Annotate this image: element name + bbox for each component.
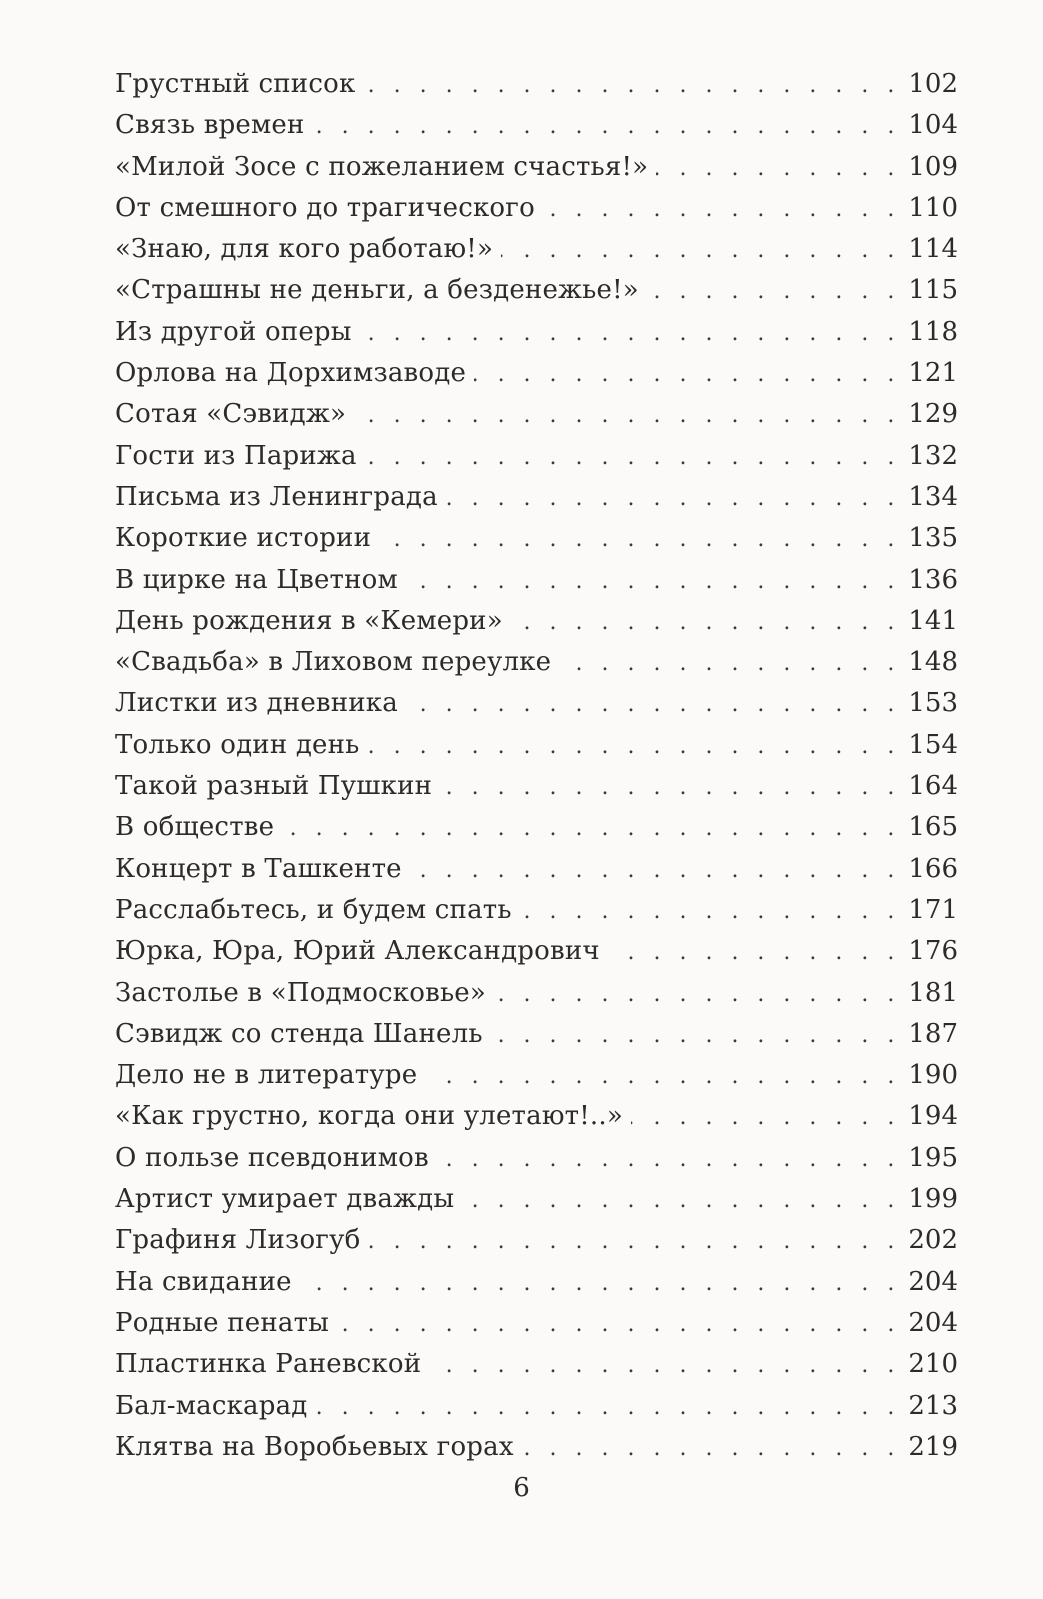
toc-entry	[115, 1427, 958, 1468]
toc-entry-page: 202	[908, 1225, 958, 1256]
dot-leader	[425, 1056, 900, 1097]
toc-entry-page: 166	[908, 853, 958, 884]
toc-entry-page: 121	[908, 358, 958, 389]
toc-entry-page: 132	[908, 440, 958, 471]
toc-entry	[115, 64, 958, 105]
dot-leader	[429, 1345, 900, 1386]
toc-entry-page: 210	[908, 1349, 958, 1380]
toc-entry-title: Такой разный Пушкин	[115, 771, 433, 802]
dot-leader	[559, 643, 900, 684]
toc-entry-title: Из другой оперы	[115, 316, 352, 347]
dot-leader	[360, 313, 901, 354]
toc-entry-title: «Милой Зосе с пожеланием счастья!»	[115, 151, 649, 182]
toc-entry-page: 199	[908, 1184, 958, 1215]
dot-leader	[365, 437, 901, 478]
dot-leader	[494, 974, 900, 1015]
toc-entry-page: 204	[908, 1307, 958, 1338]
toc-entry	[115, 766, 958, 807]
dot-leader	[363, 65, 900, 106]
dot-leader	[368, 726, 901, 767]
toc-entry	[115, 1386, 958, 1427]
toc-entry-title: Листки из дневника	[115, 688, 398, 719]
toc-entry-page: 134	[908, 481, 958, 512]
toc-entry-page: 165	[908, 812, 958, 843]
toc-entry	[115, 931, 958, 972]
toc-entry-page: 171	[908, 894, 958, 925]
toc-entry-page: 136	[908, 564, 958, 595]
toc-entry-title: О пользе псевдонимов	[115, 1142, 429, 1173]
page-number: 6	[513, 1473, 530, 1503]
toc-entry	[115, 270, 958, 311]
toc-entry-title: Застолье в «Подмосковье»	[115, 977, 486, 1008]
toc-entry-page: 129	[908, 399, 958, 430]
dot-leader	[656, 148, 900, 189]
toc-entry-page: 109	[908, 151, 958, 182]
dot-leader	[522, 1428, 901, 1469]
dot-leader	[282, 808, 900, 849]
dot-leader	[608, 932, 901, 973]
dot-leader	[543, 189, 900, 230]
toc-entry-title: Сотая «Сэвидж»	[115, 399, 347, 430]
toc-entry-title: В обществе	[115, 812, 275, 843]
toc-entry-title: Короткие истории	[115, 523, 372, 554]
toc-entry-page: 154	[908, 729, 958, 760]
toc-entry-title: Клятва на Воробьевых горах	[115, 1431, 514, 1462]
toc-entry	[115, 601, 958, 642]
toc-entry	[115, 642, 958, 683]
toc-entry-title: На свидание	[115, 1266, 292, 1297]
toc-entry	[115, 477, 958, 518]
toc-entry-title: Пластинка Раневской	[115, 1349, 422, 1380]
toc-entry-title: Артист умирает дважды	[115, 1184, 455, 1215]
toc-entry	[115, 725, 958, 766]
toc-entry	[115, 1055, 958, 1096]
toc-entry	[115, 560, 958, 601]
toc-entry-title: «Знаю, для кого работаю!»	[115, 234, 494, 265]
dot-leader	[491, 1015, 901, 1056]
toc-entry-title: Графиня Лизогуб	[115, 1225, 361, 1256]
toc-entry-page: 213	[908, 1390, 958, 1421]
toc-entry-title: Грустный список	[115, 69, 356, 99]
dot-leader	[462, 1180, 900, 1221]
toc-entry	[115, 1262, 958, 1303]
toc-entry-page: 118	[908, 316, 958, 347]
toc-entry	[115, 353, 958, 394]
dot-leader	[511, 602, 901, 643]
toc-entry-title: В цирке на Цветном	[115, 564, 398, 595]
toc-entry-page: 164	[908, 771, 958, 802]
toc-entry-page: 195	[908, 1142, 958, 1173]
toc-entry	[115, 1303, 958, 1344]
toc-entry-page: 153	[908, 688, 958, 719]
toc-entry-title: «Страшны не деньги, а безденежье!»	[115, 275, 639, 306]
toc-entry-page: 190	[908, 1060, 958, 1091]
toc-entry-title: Гости из Парижа	[115, 440, 357, 471]
toc-entry	[115, 518, 958, 559]
toc-entry-page: 141	[908, 605, 958, 636]
dot-leader	[520, 891, 901, 932]
toc-entry-page: 114	[908, 234, 958, 265]
dot-leader	[647, 271, 901, 312]
toc-entry-title: Юрка, Юра, Юрий Александрович	[115, 936, 600, 967]
dot-leader	[406, 684, 900, 725]
table-of-contents	[115, 64, 958, 1468]
dot-leader	[354, 395, 900, 436]
dot-leader	[437, 1139, 901, 1180]
toc-entry-title: От смешного до трагического	[115, 192, 535, 223]
toc-entry	[115, 105, 958, 146]
toc-entry	[115, 1096, 958, 1137]
toc-entry-title: Сэвидж со стенда Шанель	[115, 1018, 483, 1049]
toc-entry-title: Письма из Ленинграда	[115, 481, 438, 512]
dot-leader	[316, 1387, 901, 1428]
dot-leader	[379, 519, 900, 560]
dot-leader	[631, 1097, 900, 1138]
toc-entry	[115, 1138, 958, 1179]
toc-entry	[115, 312, 958, 353]
toc-entry	[115, 394, 958, 435]
toc-entry	[115, 1179, 958, 1220]
toc-entry-title: Расслабьтесь, и будем спать	[115, 894, 512, 925]
toc-entry	[115, 973, 958, 1014]
dot-leader	[446, 478, 901, 519]
toc-entry-title: День рождения в «Кемери»	[115, 605, 503, 636]
toc-entry-page: 115	[908, 275, 958, 306]
dot-leader	[474, 354, 900, 395]
toc-entry-page: 187	[908, 1018, 958, 1049]
toc-entry	[115, 849, 958, 890]
toc-entry-title: Родные пенаты	[115, 1307, 330, 1338]
dot-leader	[410, 850, 901, 891]
toc-entry-page: 148	[908, 647, 958, 678]
toc-entry	[115, 229, 958, 270]
toc-entry-page: 102	[908, 69, 958, 99]
toc-entry	[115, 683, 958, 724]
dot-leader	[300, 1263, 901, 1304]
toc-entry	[115, 1220, 958, 1261]
toc-entry	[115, 807, 958, 848]
toc-entry	[115, 890, 958, 931]
toc-entry-page: 204	[908, 1266, 958, 1297]
toc-entry-page: 135	[908, 523, 958, 554]
toc-entry-title: Дело не в литературе	[115, 1060, 418, 1091]
toc-entry-page: 194	[908, 1101, 958, 1132]
toc-entry-page: 176	[908, 936, 958, 967]
toc-entry-title: «Как грустно, когда они улетают!..»	[115, 1101, 623, 1132]
toc-entry-title: Связь времен	[115, 110, 305, 141]
dot-leader	[406, 561, 900, 602]
toc-entry-title: Только один день	[115, 729, 360, 760]
toc-entry-title: Орлова на Дорхимзаводе	[115, 358, 467, 389]
toc-entry-page: 110	[908, 192, 958, 223]
toc-entry-page: 104	[908, 110, 958, 141]
toc-entry-title: Концерт в Ташкенте	[115, 853, 402, 884]
dot-leader	[440, 767, 900, 808]
dot-leader	[501, 230, 900, 271]
toc-entry	[115, 188, 958, 229]
toc-entry-page: 181	[908, 977, 958, 1008]
dot-leader	[368, 1221, 900, 1262]
toc-entry	[115, 147, 958, 188]
toc-entry-title: «Свадьба» в Лиховом переулке	[115, 647, 552, 678]
dot-leader	[313, 106, 901, 147]
toc-entry	[115, 1344, 958, 1385]
toc-entry-page: 219	[908, 1431, 958, 1462]
dot-leader	[337, 1304, 900, 1345]
toc-entry	[115, 436, 958, 477]
toc-entry-title: Бал-маскарад	[115, 1390, 308, 1421]
toc-entry	[115, 1014, 958, 1055]
